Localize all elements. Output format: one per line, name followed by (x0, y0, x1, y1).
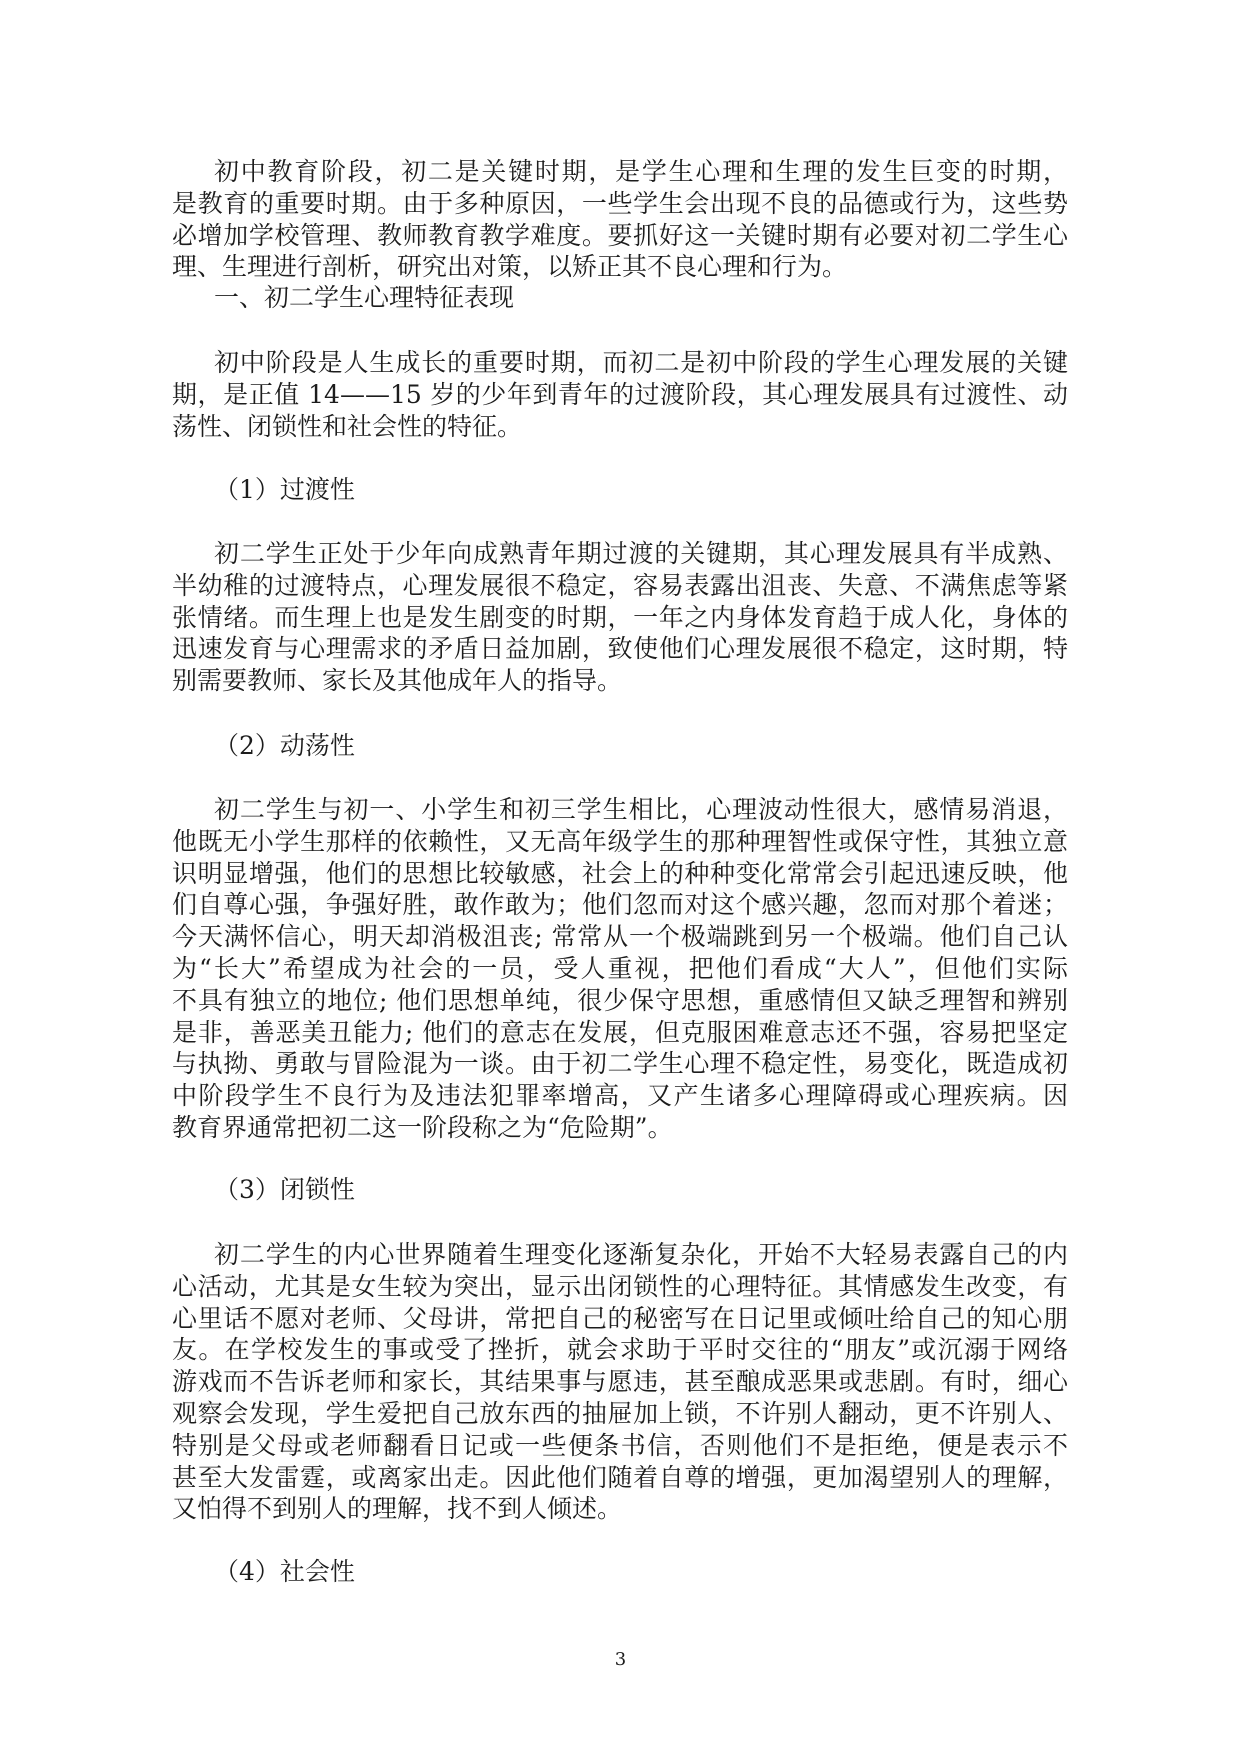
paragraph-line: 心里话不愿对老师、父母讲，常把自己的秘密写在日记里或倾吐给自己的知心朋 (172, 1303, 1068, 1333)
paragraph-line: 期，是正值 14——15 岁的少年到青年的过渡阶段，其心理发展具有过渡性、动 (172, 379, 1068, 409)
paragraph-line: 们自尊心强，争强好胜，敢作敢为；他们忽而对这个感兴趣，忽而对那个着迷； (172, 890, 1068, 920)
paragraph-line: 半幼稚的过渡特点，心理发展很不稳定，容易表露出沮丧、失意、不满焦虑等紧 (172, 570, 1068, 600)
section-heading-block (172, 282, 1068, 314)
paragraph-line: 与执拗、勇敢与冒险混为一谈。由于初二学生心理不稳定性，易变化，既造成初 (172, 1049, 1068, 1079)
paragraph-line: 心活动，尤其是女生较为突出，显示出闭锁性的心理特征。其情感发生改变，有 (172, 1271, 1068, 1301)
section-heading: 一、初二学生心理特征表现 (214, 283, 515, 312)
subsection-heading-block (172, 474, 1068, 506)
paragraph-line: 初中教育阶段，初二是关键时期，是学生心理和生理的发生巨变的时期， (214, 157, 1068, 186)
paragraph-line: 初二学生的内心世界随着生理变化逐渐复杂化，开始不大轻易表露自己的内 (214, 1240, 1068, 1269)
subsection-heading: （2）动荡性 (214, 731, 355, 760)
paragraph-line: 荡性、闭锁性和社会性的特征。 (172, 411, 523, 441)
paragraph-line: 识明显增强，他们的思想比较敏感，社会上的种种变化常常会引起迅速反映，他 (172, 858, 1068, 888)
paragraph-line: 不具有独立的地位; 他们思想单纯，很少保守思想，重感情但又缺乏理智和辨别 (172, 985, 1068, 1015)
paragraph-line: 今天满怀信心，明天却消极沮丧; 常常从一个极端跳到另一个极端。他们自己认 (172, 922, 1068, 952)
paragraph-line: 友。在学校发生的事或受了挫折，就会求助于平时交往的“朋友”或沉溺于网络 (172, 1335, 1068, 1365)
overview-paragraph (172, 347, 1068, 442)
intro-paragraph (172, 156, 1068, 283)
paragraph-line: 游戏而不告诉老师和家长，其结果事与愿违，甚至酿成恶果或悲剧。有时，细心 (172, 1367, 1068, 1397)
subsection-heading-block (172, 730, 1068, 762)
paragraph-line: 又怕得不到别人的理解，找不到人倾述。 (172, 1494, 623, 1524)
paragraph-line: 观察会发现，学生爱把自己放东西的抽屉加上锁，不许别人翻动，更不许别人、 (172, 1398, 1068, 1428)
page-number: 3 (614, 1649, 627, 1670)
paragraph-line: 理、生理进行剖析，研究出对策，以矫正其不良心理和行为。 (172, 252, 848, 282)
subsection-heading: （4）社会性 (214, 1557, 355, 1586)
paragraph-line: 别需要教师、家长及其他成年人的指导。 (172, 666, 623, 696)
paragraph-line: 特别是父母或老师翻看日记或一些便条书信，否则他们不是拒绝，便是表示不 (172, 1430, 1068, 1460)
paragraph-line: 中阶段学生不良行为及违法犯罪率增高，又产生诸多心理障碍或心理疾病。因 (172, 1081, 1068, 1111)
subsection-heading-block (172, 1174, 1068, 1206)
paragraph-line: 教育界通常把初二这一阶段称之为“危险期”。 (172, 1112, 673, 1142)
paragraph-line: 迅速发育与心理需求的矛盾日益加剧，致使他们心理发展很不稳定，这时期，特 (172, 634, 1068, 664)
paragraph-line: 初二学生与初一、小学生和初三学生相比，心理波动性很大，感情易消退， (214, 795, 1068, 824)
subsection-paragraph (172, 794, 1068, 1144)
subsection-paragraph (172, 1239, 1068, 1525)
paragraph-line: 为“长大”希望成为社会的一员，受人重视，把他们看成“大人”，但他们实际 (172, 953, 1068, 983)
paragraph-line: 必增加学校管理、教师教育教学难度。要抓好这一关键时期有必要对初二学生心 (172, 220, 1068, 250)
subsection-heading-block (172, 1556, 1068, 1588)
paragraph-line: 甚至大发雷霆，或离家出走。因此他们随着自尊的增强，更加渴望别人的理解， (172, 1462, 1068, 1492)
subsection-paragraph (172, 538, 1068, 697)
paragraph-line: 初二学生正处于少年向成熟青年期过渡的关键期，其心理发展具有半成熟、 (214, 539, 1068, 568)
paragraph-line: 初中阶段是人生成长的重要时期，而初二是初中阶段的学生心理发展的关键 (214, 348, 1068, 377)
paragraph-line: 张情绪。而生理上也是发生剧变的时期，一年之内身体发育趋于成人化，身体的 (172, 602, 1068, 632)
paragraph-line: 是非，善恶美丑能力; 他们的意志在发展，但克服困难意志还不强，容易把坚定 (172, 1017, 1068, 1047)
subsection-heading: （1）过渡性 (214, 475, 355, 504)
paragraph-line: 是教育的重要时期。由于多种原因，一些学生会出现不良的品德或行为，这些势 (172, 188, 1068, 218)
subsection-heading: （3）闭锁性 (214, 1175, 355, 1204)
paragraph-line: 他既无小学生那样的依赖性，又无高年级学生的那种理智性或保守性，其独立意 (172, 826, 1068, 856)
